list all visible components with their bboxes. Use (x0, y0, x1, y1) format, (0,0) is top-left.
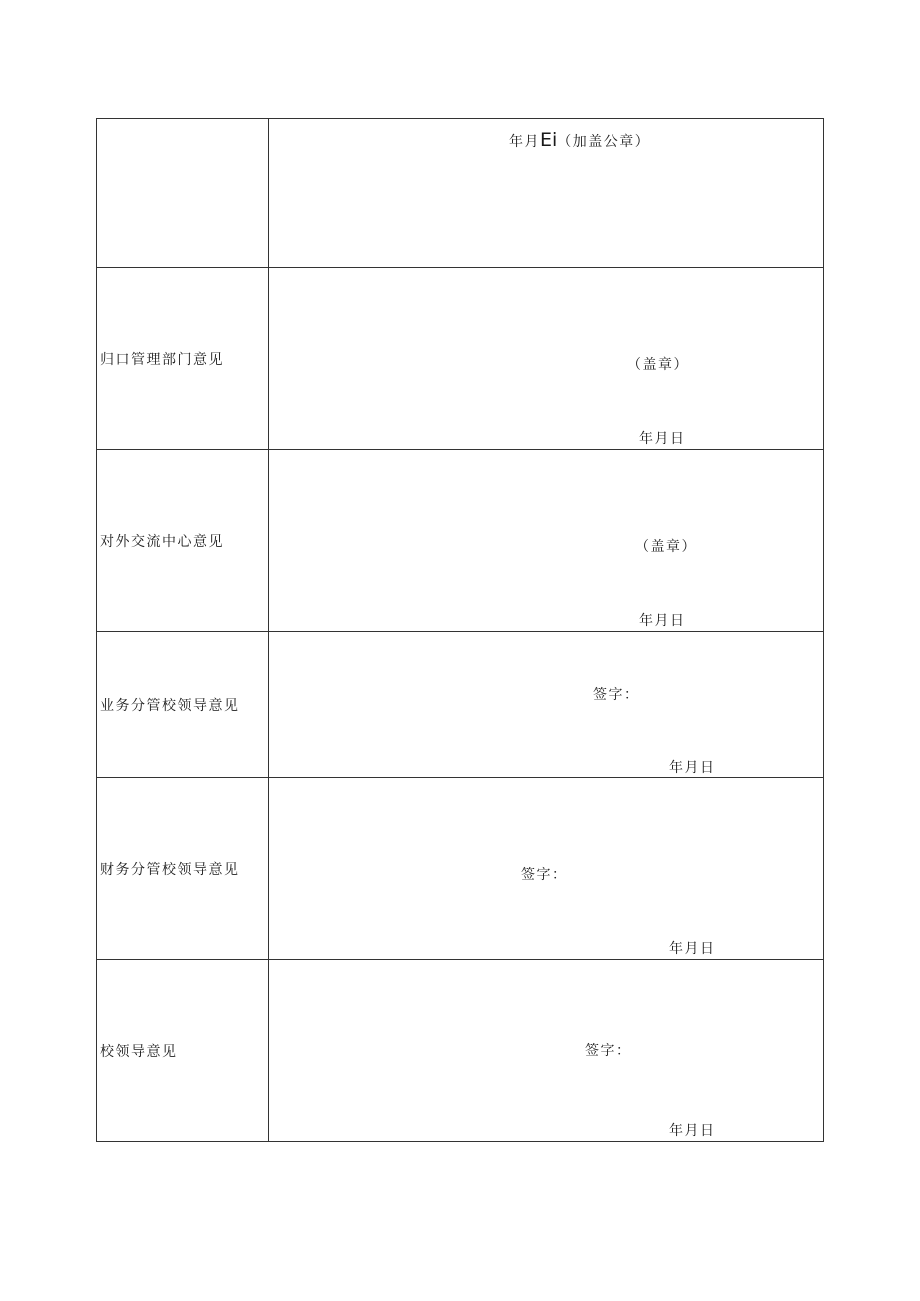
row-label: 财务分管校领导意见 (100, 861, 240, 878)
form-row-department-opinion (97, 267, 823, 449)
row-content-cell[interactable] (269, 632, 823, 777)
row-content-cell[interactable] (269, 268, 823, 449)
date-line: 年月日 (669, 941, 716, 957)
form-row-exchange-center-opinion (97, 449, 823, 631)
stamp-note: （盖章） (627, 357, 689, 373)
row-content-cell[interactable] (269, 119, 823, 267)
row-label-cell (97, 960, 269, 1141)
signature-label: 签字： (521, 867, 568, 883)
stamp-note: （加盖公章） (557, 134, 651, 150)
row-content-cell[interactable] (269, 778, 823, 959)
form-row-business-leader-opinion (97, 631, 823, 777)
row-label: 业务分管校领导意见 (100, 697, 240, 714)
row-label-cell (97, 119, 269, 267)
row-label: 归口管理部门意见 (100, 351, 224, 368)
row-label-cell (97, 268, 269, 449)
date-prefix: 年月 (509, 134, 540, 150)
form-row-school-leader-opinion (97, 959, 823, 1141)
signature-label: 签字： (593, 687, 640, 703)
row-label-cell (97, 450, 269, 631)
form-row-finance-leader-opinion (97, 777, 823, 959)
date-line: 年月日 (639, 431, 686, 447)
row-content-cell[interactable] (269, 960, 823, 1141)
signature-label: 签字： (585, 1043, 632, 1059)
date-line: 年月日 (669, 1123, 716, 1139)
date-suffix: Ei (540, 129, 558, 151)
row-label-cell (97, 632, 269, 777)
row-label: 对外交流中心意见 (100, 533, 224, 550)
date-line: 年月日 (669, 760, 716, 776)
row-label: 校领导意见 (100, 1043, 178, 1060)
approval-form-table (96, 118, 824, 1142)
row-content-cell[interactable] (269, 450, 823, 631)
row-label-cell (97, 778, 269, 959)
date-line: 年月日 (639, 613, 686, 629)
stamp-note: （盖章） (635, 539, 697, 555)
form-row-unit (97, 119, 823, 267)
date-stamp-line (509, 129, 650, 151)
